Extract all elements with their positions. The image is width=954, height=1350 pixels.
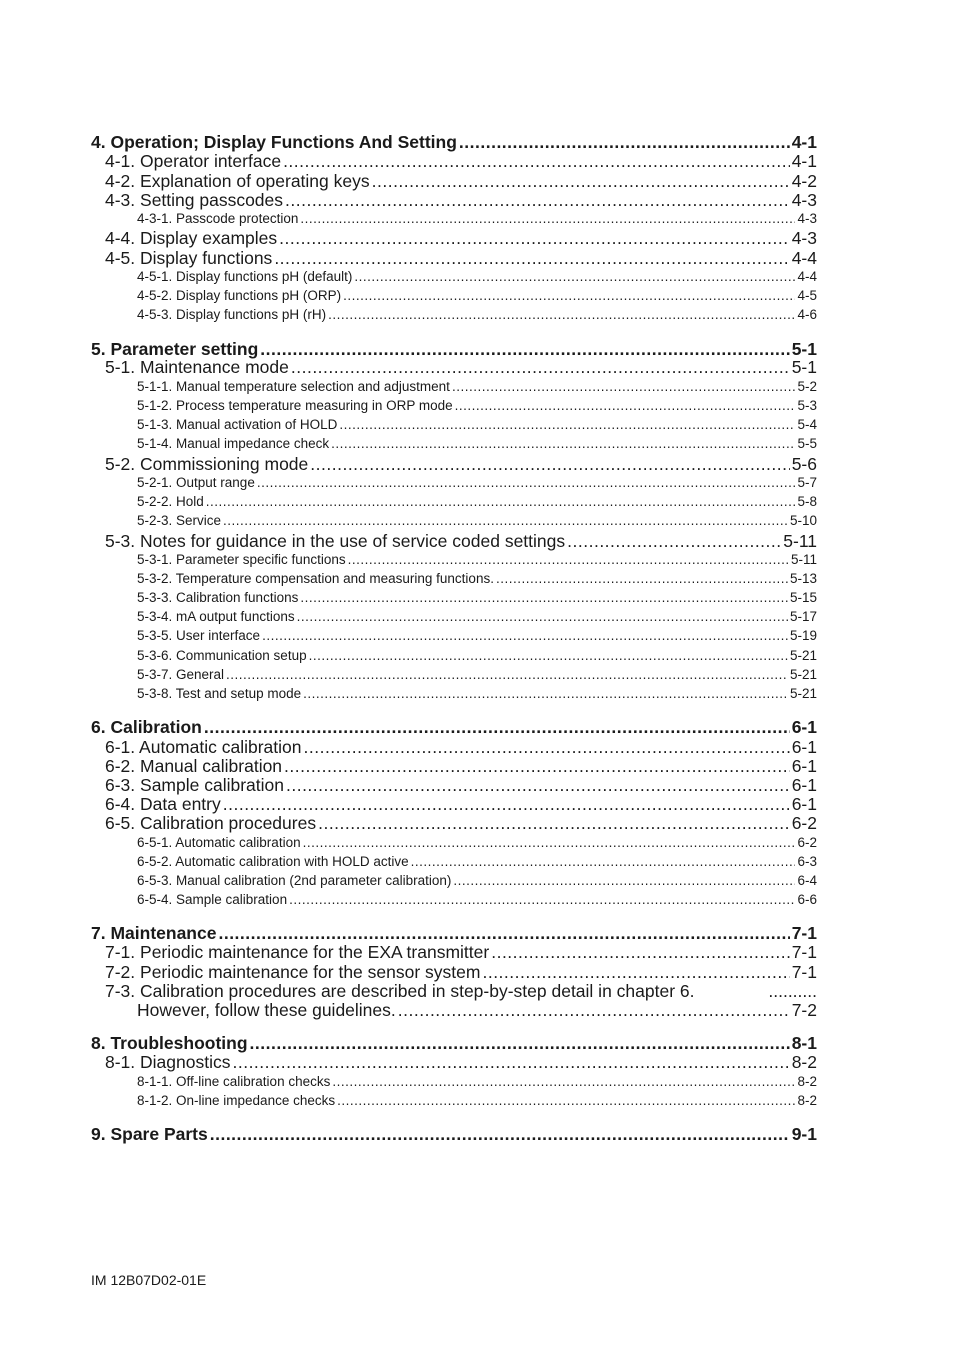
toc-entry-title: 5-3-4. mA output functions [137, 609, 295, 624]
dot-leader [496, 571, 788, 586]
toc-entry-section[interactable] [105, 981, 817, 1002]
toc-entry-page: 4-4 [797, 269, 817, 284]
toc-entry-title: 8-1. Diagnostics [105, 1052, 231, 1072]
toc-entry-title: 6. Calibration [91, 717, 202, 737]
dot-leader [232, 1052, 789, 1073]
toc-entry-page: 5-3 [797, 398, 817, 413]
toc-entry-chapter[interactable] [91, 923, 817, 944]
toc-entry-title: 5-3. Notes for guidance in the use of service coded settings [105, 531, 566, 551]
toc-entry-sub[interactable] [137, 609, 817, 624]
dot-leader [218, 923, 789, 944]
toc-entry-sub[interactable] [137, 379, 817, 394]
toc-entry-title: 7. Maintenance [91, 923, 217, 943]
toc-entry-page: 4-3 [791, 190, 817, 210]
dot-leader [274, 248, 789, 269]
toc-entry-title: 6-4. Data entry [105, 794, 221, 814]
toc-entry-section[interactable] [105, 531, 817, 552]
toc-entry-section[interactable] [105, 357, 817, 378]
toc-entry-title: 5-1-1. Manual temperature selection and adjustment [137, 379, 450, 394]
toc-entry-page: 5-2 [797, 379, 817, 394]
toc-entry-sub[interactable] [137, 494, 817, 509]
toc-entry-chapter[interactable] [91, 1033, 817, 1054]
toc-entry-title: 7-1. Periodic maintenance for the EXA transmitter [105, 942, 490, 962]
toc-entry-chapter[interactable] [91, 717, 817, 738]
toc-entry-page: 7-2 [791, 1000, 817, 1020]
dot-leader [250, 1033, 790, 1054]
toc-entry-sub[interactable] [137, 436, 817, 451]
toc-entry-page: 5-21 [789, 667, 817, 682]
dot-leader [206, 494, 796, 509]
dot-leader [300, 590, 788, 605]
dot-leader [284, 756, 790, 777]
dot-leader [459, 132, 790, 153]
toc-entry-page: 5-10 [789, 513, 817, 528]
dot-leader [289, 892, 795, 907]
toc-entry-title: 5-3-7. General [137, 667, 225, 682]
toc-entry-title: 6-5-1. Automatic calibration [137, 835, 301, 850]
toc-entry-title: 4-5-2. Display functions pH (ORP) [137, 288, 342, 303]
toc-entry-title: 5-2-3. Service [137, 513, 222, 528]
toc-entry-title: 5-1-3. Manual activation of HOLD [137, 417, 338, 432]
toc-entry-sub[interactable] [137, 552, 817, 567]
toc-entry-title: 4-1. Operator interface [105, 151, 282, 171]
toc-entry-page: 5-7 [797, 475, 817, 490]
toc-entry-page: 5-1 [791, 339, 817, 359]
dot-leader [283, 151, 790, 172]
dot-leader [411, 854, 796, 869]
toc-entry-page: 5-11 [783, 531, 817, 551]
toc-entry-page: 4-4 [791, 248, 817, 268]
dot-leader [279, 228, 790, 249]
toc-entry-page: 6-2 [791, 813, 817, 833]
toc-entry-section[interactable] [105, 151, 817, 172]
toc-entry-section[interactable] [105, 794, 817, 815]
toc-entry-title: 7-2. Periodic maintenance for the sensor system [105, 962, 481, 982]
toc-entry-section[interactable] [105, 228, 817, 249]
dot-leader [453, 873, 795, 888]
toc-entry-sub[interactable] [137, 835, 817, 850]
toc-entry-page: 6-3 [797, 854, 817, 869]
dot-leader [300, 211, 795, 226]
toc-entry-sub[interactable] [137, 475, 817, 490]
toc-entry-title: 4-5-1. Display functions pH (default) [137, 269, 353, 284]
toc-entry-page: 8-2 [791, 1052, 817, 1072]
toc-entry-page: 5-13 [789, 571, 817, 586]
toc-entry-title: 5-3-6. Communication setup [137, 648, 307, 663]
toc-entry-page: 4-5 [797, 288, 817, 303]
toc-entry-page: 6-1 [791, 717, 817, 737]
dot-leader [223, 513, 788, 528]
toc-entry-title: 4-3-1. Passcode protection [137, 211, 299, 226]
toc-entry-title: 8-1-2. On-line impedance checks [137, 1093, 336, 1108]
toc-entry-section[interactable] [105, 942, 817, 963]
toc-entry-title: 9. Spare Parts [91, 1124, 208, 1144]
dot-leader [332, 1074, 795, 1089]
toc-entry-sub[interactable] [137, 288, 817, 303]
toc-entry-section[interactable] [105, 813, 817, 834]
toc-entry-title: 6-3. Sample calibration [105, 775, 284, 795]
toc-entry-section[interactable] [105, 775, 817, 796]
toc-entry-page: 6-1 [791, 794, 817, 814]
toc-entry-title: 5-2-1. Output range [137, 475, 255, 490]
toc-entry-sub[interactable] [137, 1093, 817, 1108]
toc-entry-page: 4-3 [797, 211, 817, 226]
dot-leader [331, 436, 795, 451]
toc-entry-section[interactable] [105, 737, 817, 758]
toc-entry-page: 6-1 [791, 737, 817, 757]
toc-entry-title: 5-3-1. Parameter specific functions [137, 552, 346, 567]
toc-entry-sub[interactable] [137, 571, 817, 586]
dot-leader [348, 552, 789, 567]
toc-entry-title: 8. Troubleshooting [91, 1033, 248, 1053]
dot-leader [452, 379, 796, 394]
toc-entry-title: However, follow these guidelines. [137, 1000, 396, 1020]
toc-entry-page: .......... [768, 981, 817, 1001]
toc-entry-section[interactable] [105, 190, 817, 211]
toc-entry-title: 4-3. Setting passcodes [105, 190, 284, 210]
toc-entry-sub[interactable] [137, 648, 817, 663]
toc-entry-page: 6-2 [797, 835, 817, 850]
toc-entry-page: 4-6 [797, 307, 817, 322]
dot-leader [398, 1000, 790, 1021]
toc-entry-page: 5-6 [791, 454, 817, 474]
toc-entry-page: 5-15 [789, 590, 817, 605]
toc-entry-sub[interactable] [137, 854, 817, 869]
toc-entry-section[interactable] [105, 171, 817, 192]
dot-leader [226, 667, 788, 682]
dot-leader [303, 686, 788, 701]
toc-entry-title: 6-5-2. Automatic calibration with HOLD active [137, 854, 409, 869]
dot-leader [491, 942, 789, 963]
toc-entry-title: 8-1-1. Off-line calibration checks [137, 1074, 331, 1089]
toc-entry-sub[interactable] [137, 667, 817, 682]
toc-entry-page: 6-1 [791, 775, 817, 795]
toc-entry-page: 5-17 [789, 609, 817, 624]
toc-entry-title: 5-1-2. Process temperature measuring in ORP mode [137, 398, 453, 413]
toc-entry-sub[interactable] [137, 590, 817, 605]
dot-leader [328, 307, 795, 322]
dot-leader [210, 1124, 790, 1145]
toc-entry-section[interactable] [105, 1052, 817, 1073]
dot-leader [286, 775, 790, 796]
toc-entry-page: 8-2 [797, 1093, 817, 1108]
toc-entry-sub[interactable] [137, 398, 817, 413]
dot-leader [262, 628, 788, 643]
dot-leader [291, 357, 790, 378]
toc-entry-sub[interactable] [137, 628, 817, 643]
toc-entry-sub[interactable] [137, 873, 817, 888]
toc-entry-page: 5-21 [789, 686, 817, 701]
toc-entry-section[interactable] [105, 756, 817, 777]
toc-entry-page: 4-1 [791, 132, 817, 152]
toc-entry-sub[interactable] [137, 513, 817, 528]
toc-entry-title: 4-2. Explanation of operating keys [105, 171, 370, 191]
dot-leader [339, 417, 795, 432]
toc-entry-title: 5-1. Maintenance mode [105, 357, 289, 377]
dot-leader [257, 475, 796, 490]
dot-leader [354, 269, 795, 284]
dot-leader [223, 794, 790, 815]
toc-entry-page: 5-5 [797, 436, 817, 451]
toc-entry-title: 6-1. Automatic calibration [105, 737, 302, 757]
dot-leader [455, 398, 796, 413]
dot-leader [310, 454, 789, 475]
toc-entry-sub[interactable] [137, 892, 817, 907]
toc-entry-section[interactable] [105, 962, 817, 983]
dot-leader [567, 531, 781, 552]
toc-entry-page: 7-1 [791, 962, 817, 982]
dot-leader [297, 609, 788, 624]
toc-entry-sub[interactable] [137, 417, 817, 432]
toc-entry-sub[interactable] [137, 307, 817, 322]
toc-entry-page: 5-8 [797, 494, 817, 509]
toc-entry-page: 4-3 [791, 228, 817, 248]
toc-entry-title: 5-3-2. Temperature compensation and measuring functions. [137, 571, 494, 586]
toc-entry-page: 5-1 [791, 357, 817, 377]
toc-entry-page: 6-6 [797, 892, 817, 907]
dot-leader [204, 717, 790, 738]
toc-entry-title: 4-4. Display examples [105, 228, 278, 248]
toc-entry-title: 4. Operation; Display Functions And Setting [91, 132, 457, 152]
toc-entry-page: 7-1 [791, 923, 817, 943]
toc-entry-title: 5-2. Commissioning mode [105, 454, 309, 474]
toc-entry-section[interactable] [105, 454, 817, 475]
dot-leader [303, 835, 796, 850]
toc-entry-page: 5-11 [790, 552, 817, 567]
toc-entry-title: 6-5-4. Sample calibration [137, 892, 288, 907]
toc-entry-cont[interactable] [137, 1000, 817, 1021]
toc-entry-page: 5-19 [789, 628, 817, 643]
toc-entry-page: 6-1 [791, 756, 817, 776]
toc-entry-title: 4-5-3. Display functions pH (rH) [137, 307, 327, 322]
toc-entry-title: 7-3. Calibration procedures are described in step-by-step detail in chapter 6. [105, 981, 695, 1001]
dot-leader [482, 962, 789, 983]
dot-leader [285, 190, 790, 211]
toc-entry-sub[interactable] [137, 686, 817, 701]
document-id-footer: IM 12B07D02-01E [91, 1272, 207, 1288]
toc-entry-section[interactable] [105, 248, 817, 269]
dot-leader [304, 737, 790, 758]
toc-entry-title: 5. Parameter setting [91, 339, 259, 359]
toc-entry-title: 5-2-2. Hold [137, 494, 204, 509]
dot-leader [343, 288, 795, 303]
toc-entry-page: 7-1 [791, 942, 817, 962]
dot-leader [337, 1093, 795, 1108]
toc-entry-chapter[interactable] [91, 1124, 817, 1145]
toc-entry-sub[interactable] [137, 269, 817, 284]
toc-entry-page: 4-1 [791, 151, 817, 171]
toc-entry-title: 4-5. Display functions [105, 248, 273, 268]
dot-leader [318, 813, 790, 834]
toc-entry-sub[interactable] [137, 1074, 817, 1089]
toc-entry-page: 4-2 [791, 171, 817, 191]
toc-entry-title: 5-3-8. Test and setup mode [137, 686, 302, 701]
toc-entry-page: 5-21 [789, 648, 817, 663]
toc-entry-page: 8-2 [797, 1074, 817, 1089]
dot-leader [309, 648, 788, 663]
toc-entry-title: 5-3-5. User interface [137, 628, 261, 643]
toc-entry-title: 6-5-3. Manual calibration (2nd parameter calibration) [137, 873, 452, 888]
toc-entry-sub[interactable] [137, 211, 817, 226]
dot-leader [372, 171, 790, 192]
toc-entry-page: 6-4 [797, 873, 817, 888]
toc-entry-page: 5-4 [797, 417, 817, 432]
toc-entry-title: 5-1-4. Manual impedance check [137, 436, 330, 451]
toc-entry-page: 9-1 [791, 1124, 817, 1144]
toc-entry-title: 6-5. Calibration procedures [105, 813, 317, 833]
toc-entry-title: 6-2. Manual calibration [105, 756, 283, 776]
toc-entry-page: 8-1 [791, 1033, 817, 1053]
toc-entry-chapter[interactable] [91, 132, 817, 153]
toc-entry-title: 5-3-3. Calibration functions [137, 590, 299, 605]
